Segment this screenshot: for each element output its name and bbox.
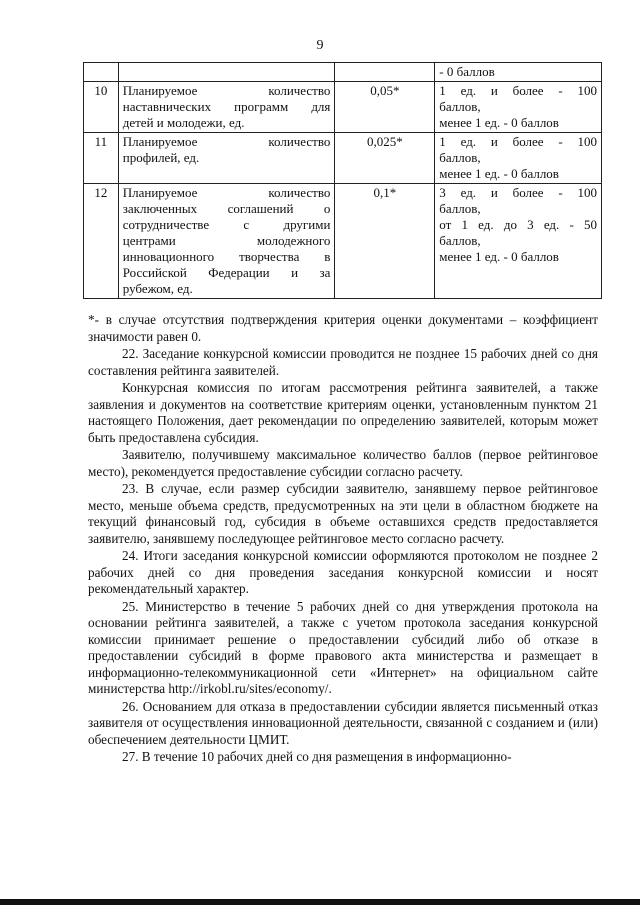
points-line: баллов, (439, 99, 481, 114)
paragraph: Конкурсная комиссия по итогам рассмотрения рейтинга заявителей, а также заявления и документов на соответствие критериям оценки, установленным пунктом 21 настоящего Положения, дает рекомендации по определению заявителей, которым может быть предоставлена субсидия. (88, 380, 598, 445)
cell-coef: 0,025* (335, 133, 435, 184)
table-row (84, 133, 602, 184)
paragraph: 24. Итоги заседания конкурсной комиссии оформляются протоколом не позднее 2 рабочих дней со дня проведения заседания конкурсной комиссии и носят рекомендательный характер. (88, 548, 598, 596)
points-line: 1 ед. и более - 100 (439, 134, 597, 149)
paragraph: 25. Министерство в течение 5 рабочих дней со дня утверждения протокола на основании рейтинга заявителей, а также с учетом протокола заседания конкурсной комиссии принимает решение о предоставлении субсидий либо об отказе в предоставлении субсидий в форме правового акта министерства и размещает в информационно-телекоммуникационной сети «Интернет» на официальном сайте министерства http://irkobl.ru/sites/economy/. (88, 598, 598, 696)
cell-name (118, 133, 335, 184)
points-line: менее 1 ед. - 0 баллов (439, 115, 559, 130)
paragraph: 22. Заседание конкурсной комиссии проводится не позднее 15 рабочих дней со дня составления рейтинга заявителей. (88, 346, 598, 378)
document-body (88, 312, 598, 766)
table-row (84, 82, 602, 133)
paragraph: 26. Основанием для отказа в предоставлении субсидии является письменный отказ заявителя от осуществления инновационной деятельности, связанной с созданием и (или) обеспечением деятельности ЦМИТ. (88, 698, 598, 747)
points-line: - 0 баллов (439, 64, 495, 79)
paragraph: 23. В случае, если размер субсидии заявителю, занявшему первое рейтинговое место, меньше объема средств, предусмотренных на эти цели в областном бюджете на текущий финансовый год, субсидия в объеме оставшихся средств предоставляется заявителю, занявшему последующее рейтинговое место согласно расчету. (88, 481, 598, 546)
name-line: профилей, ед. (122, 150, 200, 165)
cell-name (118, 82, 335, 133)
name-line: Российской Федерации и за (122, 265, 331, 280)
criteria-table (83, 62, 602, 299)
cell-num (84, 63, 119, 82)
points-line: баллов, (439, 150, 481, 165)
points-line: от 1 ед. до 3 ед. - 50 (439, 217, 597, 232)
points-line: менее 1 ед. - 0 баллов (439, 166, 559, 181)
name-line: заключенных соглашений о (122, 201, 331, 216)
points-line: баллов, (439, 233, 481, 248)
name-line: Планируемое количество (122, 134, 331, 149)
name-line: центрами молодежного (122, 233, 331, 248)
footnote: *- в случае отсутствия подтверждения критерия оценки документами – коэффициент значимости равен 0. (88, 312, 598, 344)
cell-coef (335, 63, 435, 82)
name-line: детей и молодежи, ед. (122, 115, 245, 130)
cell-points (435, 184, 602, 299)
cell-coef: 0,05* (335, 82, 435, 133)
name-line: рубежом, ед. (122, 281, 193, 296)
name-line: наставнических программ для (122, 99, 331, 114)
table-row (84, 184, 602, 299)
cell-num: 12 (84, 184, 119, 299)
scan-edge-bar (0, 899, 640, 905)
cell-coef: 0,1* (335, 184, 435, 299)
points-line: менее 1 ед. - 0 баллов (439, 249, 559, 264)
name-line: Планируемое количество (122, 83, 331, 98)
cell-points (435, 133, 602, 184)
paragraph: 27. В течение 10 рабочих дней со дня размещения в информационно- (122, 749, 512, 764)
name-line: сотрудничестве с другими (122, 217, 331, 232)
table-row-top (84, 63, 602, 82)
points-line: 1 ед. и более - 100 (439, 83, 597, 98)
cell-name (118, 63, 335, 82)
page-number: 9 (316, 38, 324, 53)
cell-num: 11 (84, 133, 119, 184)
cell-points (435, 82, 602, 133)
paragraph: Заявителю, получившему максимальное количество баллов (первое рейтинговое место), рекомендуется предоставление субсидии согласно расчету. (88, 447, 598, 479)
cell-num: 10 (84, 82, 119, 133)
name-line: инновационного творчества в (122, 249, 331, 264)
points-line: 3 ед. и более - 100 (439, 185, 597, 200)
points-line: баллов, (439, 201, 481, 216)
name-line: Планируемое количество (122, 185, 331, 200)
cell-points (435, 63, 602, 82)
cell-name (118, 184, 335, 299)
